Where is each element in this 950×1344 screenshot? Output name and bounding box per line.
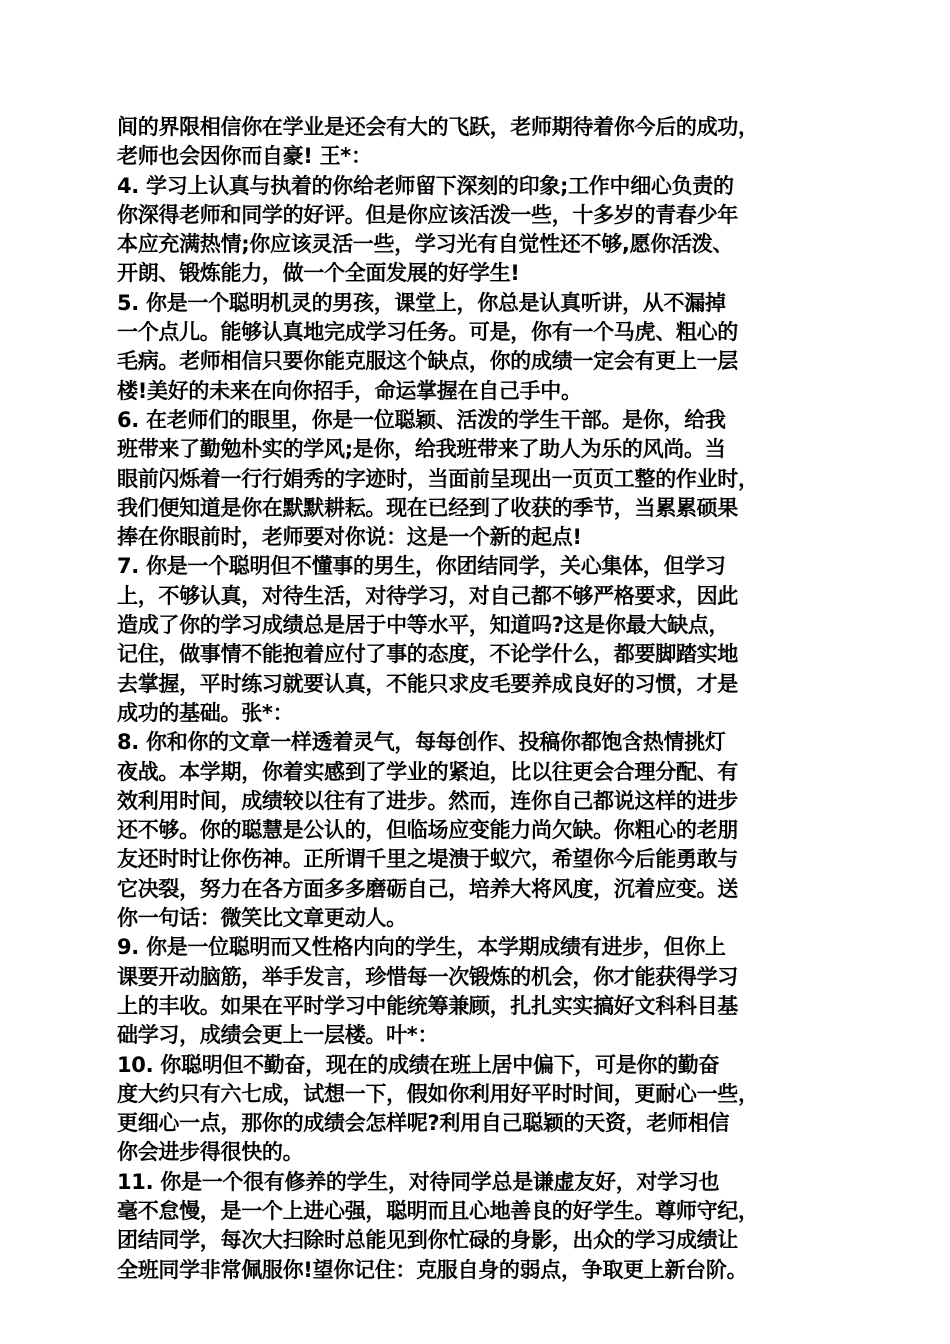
text-line: 11. 你是一个很有修养的学生，对待同学总是谦虚友好，对学习也 (117, 1169, 720, 1194)
text-line: 成功的基础。张*： (117, 700, 294, 725)
text-line: 你会进步得很快的。 (117, 1140, 304, 1165)
text-line: 7. 你是一个聪明但不懂事的男生，你团结同学，关心集体，但学习 (117, 554, 726, 579)
text-line: 记住，做事情不能抱着应付了事的态度，不论学什么，都要脚踏实地 (117, 642, 738, 667)
text-line: 毛病。老师相信只要你能克服这个缺点，你的成绩一定会有更上一层 (117, 349, 738, 374)
text-line: 眼前闪烁着一行行娟秀的字迹时，当面前呈现出一页页工整的作业时， (117, 466, 759, 491)
text-line: 捧在你眼前时，老师要对你说：这是一个新的起点! (117, 525, 582, 550)
text-line: 夜战。本学期，你着实感到了学业的紧迫，比以往更会合理分配、有 (117, 759, 738, 784)
text-line: 团结同学，每次大扫除时总能见到你忙碌的身影，出众的学习成绩让 (117, 1228, 738, 1253)
text-line: 5. 你是一个聪明机灵的男孩，课堂上，你总是认真听讲，从不漏掉 (117, 290, 726, 315)
text-line: 课要开动脑筋，举手发言，珍惜每一次锻炼的机会，你才能获得学习 (117, 964, 738, 989)
text-line: 你深得老师和同学的好评。但是你应该活泼一些，十多岁的青春少年 (117, 202, 738, 227)
text-line: 度大约只有六七成，试想一下，假如你利用好平时时间，更耐心一些， (117, 1081, 759, 1106)
text-line: 6. 在老师们的眼里，你是一位聪颖、活泼的学生干部。是你，给我 (117, 407, 726, 432)
text-line: 4. 学习上认真与执着的你给老师留下深刻的印象;工作中细心负责的 (117, 173, 734, 198)
text-line: 效利用时间，成绩较以往有了进步。然而，连你自己都说这样的进步 (117, 788, 738, 813)
text-line: 开朗、锻炼能力，做一个全面发展的好学生! (117, 261, 520, 286)
text-line: 楼!美好的未来在向你招手，命运掌握在自己手中。 (117, 378, 582, 403)
text-line: 间的界限相信你在学业是还会有大的飞跃，老师期待着你今后的成功， (117, 115, 759, 139)
text-line: 10. 你聪明但不勤奋，现在的成绩在班上居中偏下，可是你的勤奋 (117, 1052, 720, 1077)
text-line: 一个点儿。能够认真地完成学习任务。可是，你有一个马虎、粗心的 (117, 320, 738, 345)
text-line: 我们便知道是你在默默耕耘。现在已经到了收获的季节，当累累硕果 (117, 495, 738, 520)
text-line: 9. 你是一位聪明而又性格内向的学生，本学期成绩有进步，但你上 (117, 935, 726, 960)
text-line: 它决裂，努力在各方面多多磨砺自己，培养大将风度，沉着应变。送 (117, 876, 738, 901)
text-line: 8. 你和你的文章一样透着灵气，每每创作、投稿你都饱含热情挑灯 (117, 730, 726, 755)
text-line: 你一句话：微笑比文章更动人。 (117, 906, 407, 931)
text-line: 础学习，成绩会更上一层楼。叶*： (117, 1023, 439, 1048)
text-line: 造成了你的学习成绩总是居于中等水平，知道吗?这是你最大缺点， (117, 613, 730, 638)
text-line: 友还时时让你伤神。正所谓千里之堤溃于蚁穴，希望你今后能勇敢与 (117, 847, 738, 872)
text-line: 更细心一点，那你的成绩会怎样呢?利用自己聪颖的天资，老师相信 (117, 1111, 730, 1136)
text-line: 老师也会因你而自豪! 王*： (117, 144, 372, 169)
document-page (117, 113, 842, 1285)
text-line: 上，不够认真，对待生活，对待学习，对自己都不够严格要求，因此 (117, 583, 738, 608)
text-line: 全班同学非常佩服你!望你记住：克服自身的弱点，争取更上新台阶。 (117, 1257, 748, 1282)
text-line: 班带来了勤勉朴实的学风;是你，给我班带来了助人为乐的风尚。当 (117, 437, 726, 462)
text-line: 上的丰收。如果在平时学习中能统筹兼顾，扎扎实实搞好文科科目基 (117, 993, 738, 1018)
text-line: 去掌握，平时练习就要认真，不能只求皮毛要养成良好的习惯，才是 (117, 671, 738, 696)
text-line: 还不够。你的聪慧是公认的，但临场应变能力尚欠缺。你粗心的老朋 (117, 818, 738, 843)
text-line: 毫不怠慢，是一个上进心强，聪明而且心地善良的好学生。尊师守纪， (117, 1198, 759, 1223)
text-line: 本应充满热情;你应该灵活一些，学习光有自觉性还不够,愿你活泼、 (117, 232, 734, 257)
